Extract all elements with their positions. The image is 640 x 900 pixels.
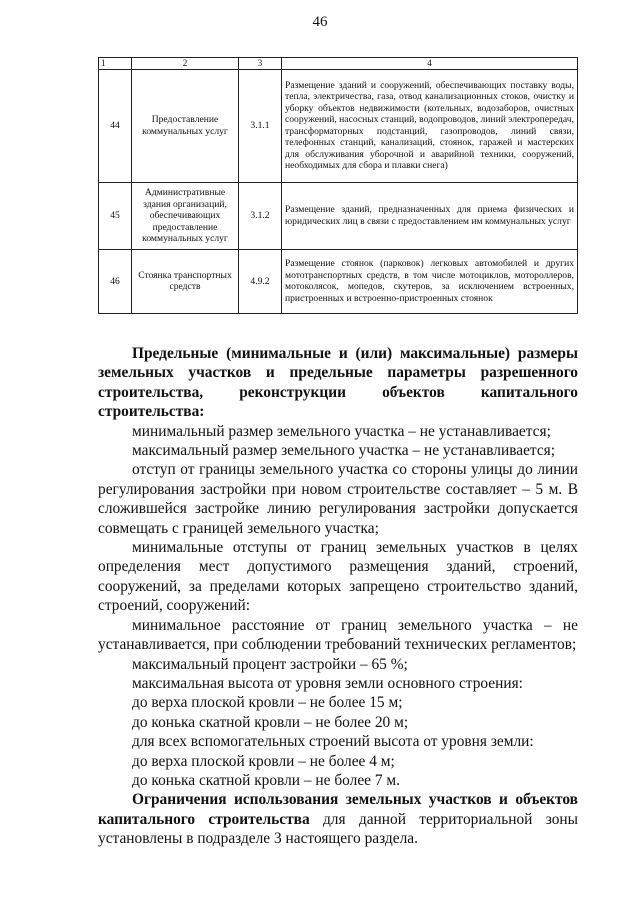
row-number: 44 <box>99 69 132 182</box>
paragraph: максимальная высота от уровня земли основного строения: <box>132 674 523 692</box>
use-code: 3.1.2 <box>239 182 282 249</box>
paragraph: до верха плоской кровли – не более 15 м; <box>132 694 403 712</box>
use-code: 3.1.1 <box>239 69 282 182</box>
paragraph: максимальный процент застройки – 65 %; <box>132 655 408 673</box>
closing-text: для данной территориальной зоны установлены в подразделе 3 настоящего раздела. <box>98 810 578 848</box>
closing-bold-text: Ограничения использования земельных участков и объектов капитального строительства <box>98 791 578 828</box>
paragraph: максимальный размер земельного участка – не устанавливается; <box>132 442 556 460</box>
table-row <box>99 182 578 249</box>
use-name: Предоставление коммунальных услуг <box>132 69 239 182</box>
use-description: Размещение зданий, предназначенных для приема физических и юридических лиц в связи с предоставлением им коммунальных услуг <box>282 182 578 249</box>
header-cell-3: 3 <box>239 58 282 70</box>
closing-paragraph <box>98 790 578 848</box>
paragraph: для всех вспомогательных строений высота от уровня земли: <box>132 733 534 751</box>
paragraph: до верха плоской кровли – не более 4 м; <box>132 752 395 770</box>
page-number: 46 <box>312 14 328 30</box>
table-header-row <box>99 58 578 70</box>
body-text <box>98 344 578 849</box>
paragraph: минимальный размер земельного участка – не устанавливается; <box>132 422 551 440</box>
header-cell-2: 2 <box>132 58 239 70</box>
use-name: Стоянка транспортных средств <box>132 249 239 313</box>
paragraph: минимальное расстояние от границ земельного участка – не устанавливается, при соблюдении требований технических регламентов; <box>98 616 578 654</box>
paragraph: до конька скатной кровли – не более 20 м; <box>132 713 409 731</box>
use-name: Административные здания организаций, обеспечивающих предоставление коммунальных услуг <box>132 182 239 249</box>
row-number: 45 <box>99 182 132 249</box>
permitted-use-table <box>98 57 578 314</box>
paragraph: отступ от границы земельного участка со стороны улицы до линии регулирования застройки при новом строительстве составляет – 5 м. В сложившейся застройке линию регулирования застройки допускается совмещать с границей земельного участка; <box>98 461 578 537</box>
table-row <box>99 69 578 182</box>
use-description: Размещение зданий и сооружений, обеспечивающих поставку воды, тепла, электричества, газа, отвод канализационных стоков, очистку и уборку объектов недвижимости (котельных, водозаборов, очистных сооружений, насосных станций, водопроводов, линий электропередач, трансформаторных подстанций, газопроводов, линий связи, телефонных станций, канализаций, стоянок, гаражей и мастерских для обслуживания уборочной и аварийной техники, сооружений, необходимых для сбора и плавки снега) <box>282 69 578 182</box>
row-number: 46 <box>99 249 132 313</box>
paragraph: до конька скатной кровли – не более 7 м. <box>132 771 400 789</box>
section-heading: Предельные (минимальные и (или) максимальные) размеры земельных участков и предельные параметры разрешенного строительства, реконструкции объектов капитального строительства: <box>98 345 578 421</box>
use-code: 4.9.2 <box>239 249 282 313</box>
use-description: Размещение стоянок (парковок) легковых автомобилей и других мототранспортных средств, в том числе мотоциклов, мотороллеров, мотоколясок, мопедов, скутеров, за исключением встроенных, пристроенных и встроенно-пристроенных стоянок <box>282 249 578 313</box>
header-cell-1: 1 <box>99 58 132 70</box>
paragraph: минимальные отступы от границ земельных участков в целях определения мест допустимого размещения зданий, строений, сооружений, за пределами которых запрещено строительство зданий, строений, сооружений: <box>98 539 578 615</box>
table-row <box>99 249 578 313</box>
header-cell-4: 4 <box>282 58 578 70</box>
